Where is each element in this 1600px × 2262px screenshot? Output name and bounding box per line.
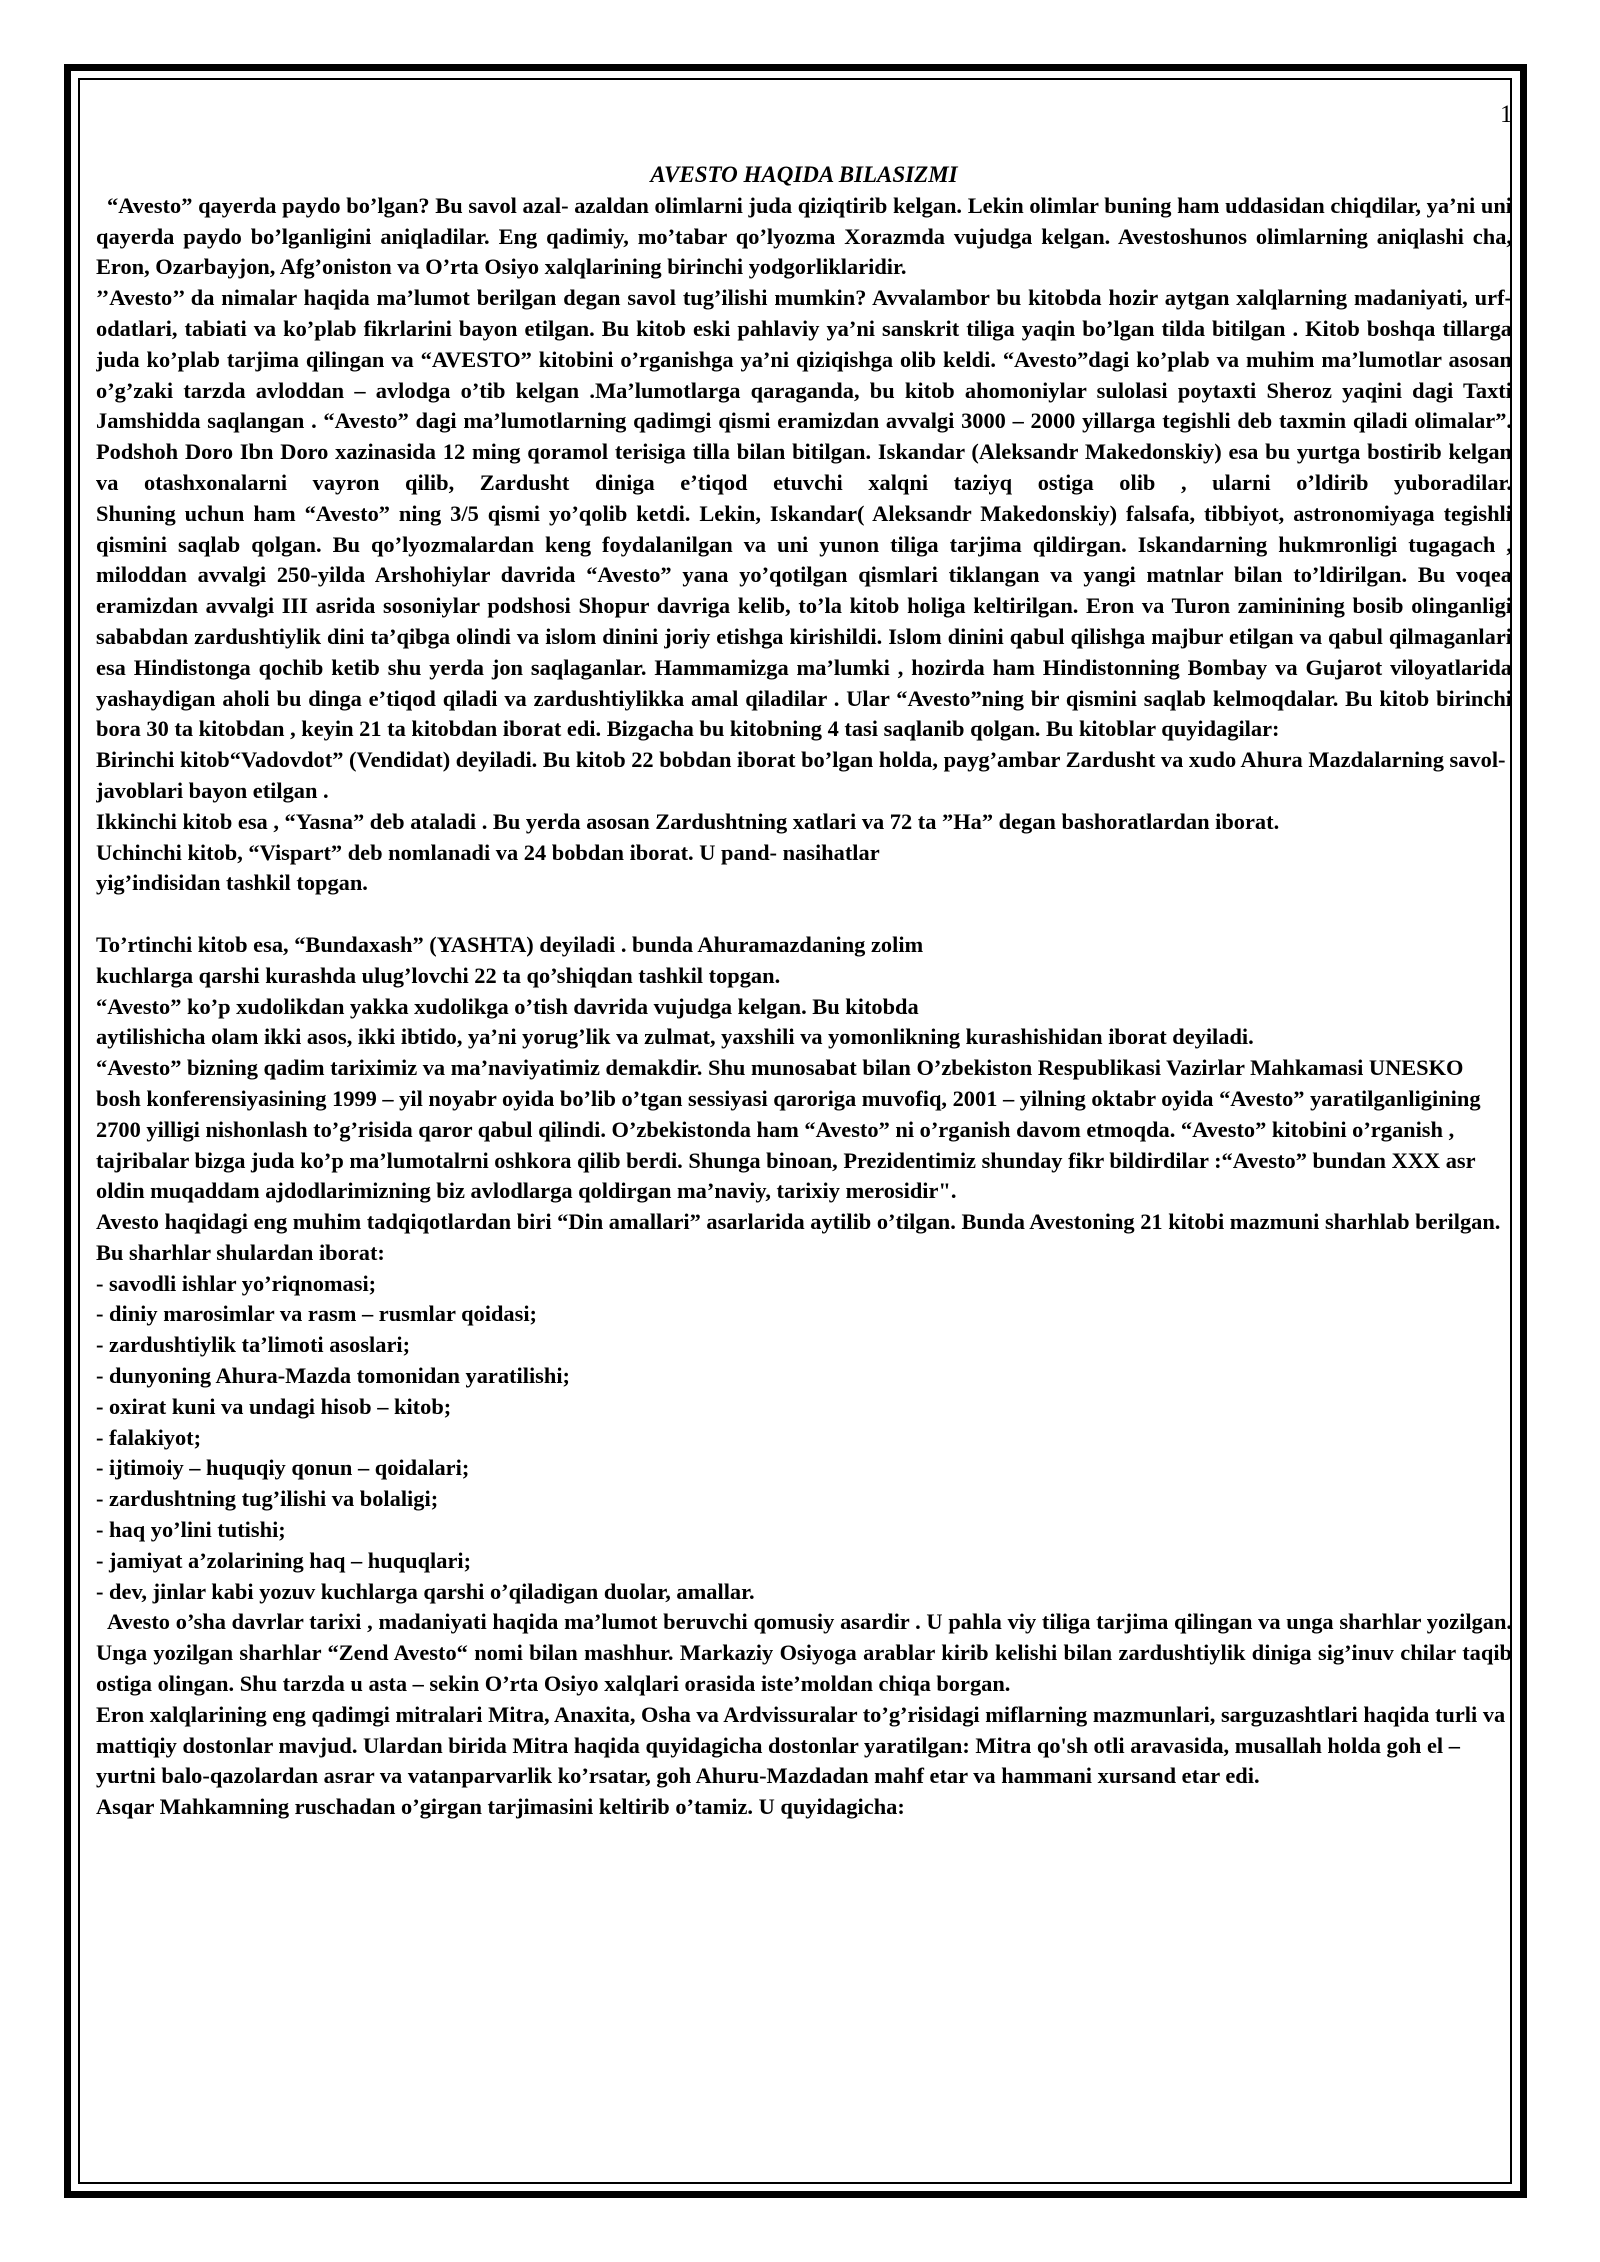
list-item: - haq yo’lini tutishi; (96, 1517, 286, 1543)
paragraph-translation: Asqar Mahkamning ruschadan o’girgan tarjimasini keltirib o’tamiz. U quyidagicha: (96, 1794, 905, 1820)
blank-line (96, 899, 1512, 930)
page-number: 1 (1500, 101, 1513, 128)
paragraph-book-one: Birinchi kitob“Vadovdot” (Vendidat) deyiladi. Bu kitob 22 bobdan iborat bo’lgan holda, payg’ambar Zardusht va xudo Ahura Mazdalarning savol- javoblari bayon etilgan . (96, 747, 1506, 803)
paragraph-book-four-line2: kuchlarga qarshi kurashda ulug’lovchi 22 ta qo’shiqdan tashkil topgan. (96, 962, 781, 988)
commentary-list (96, 1269, 1512, 1608)
paragraph-book-three-line2: yig’indisidan tashkil topgan. (96, 870, 368, 896)
list-item: - zardushtning tug’ilishi va bolaligi; (96, 1486, 439, 1512)
paragraph-heritage: “Avesto” bizning qadim tariximiz va ma’naviyatimiz demakdir. Shu munosabat bilan O’zbekiston Respublikasi Vazirlar Mahkamasi UNESKO bosh konferensiyasining 1999 – yil noyabr oyida bo’lib o’tgan sessiyasi qaroriga muvofiq, 2001 – yilning oktabr oyida “Avesto” yaratilganligining 2700 yilligi nishonlash to’g’risida qaror qabul qilindi. O’zbekistonda ham “Avesto” ni o’rganish davom etmoqda. “Avesto” kitobini o’rganish , tajribalar bizga juda ko’p ma’lumotalrni oshkora qilib berdi. Shunga binoan, Prezidentimiz shunday fikr bildirdilar :“Avesto” bundan XXX asr oldin muqaddam ajdodlarimizning biz avlodlarga qoldirgan ma’naviy, tarixiy merosidir". (96, 1055, 1481, 1204)
paragraph-research: Avesto haqidagi eng muhim tadqiqotlardan biri “Din amallari” asarlarida aytilib o’tilgan. Bunda Avestoning 21 kitobi mazmuni sharhlab berilgan. Bu sharhlar shulardan iborat: (96, 1209, 1501, 1265)
paragraph-history: Shuning uchun ham “Avesto” ning 3/5 qismi yo’qolib ketdi. Lekin, Iskandar( Aleksandr Makedonskiy) falsafa, tibbiyot, astronomiyaga tegishli qismini saqlab qolgan. Bu qo’lyozmalardan keng foydalanilgan va uni yunon tiliga tarjima qildirgan. Iskandarning hukmronligi tugagach , miloddan avvalgi 250-yilda Arshohiylar davrida “Avesto” yana yo’qotilgan qismlari tiklangan va yangi matnlar bilan to’ldirilgan. Bu voqea eramizdan avvalgi III asrida sosoniylar podshosi Shopur davriga kelib, to’la kitob holiga keltirilgan. Eron va Turon zaminining bosib olinganligi sababdan zardushtiylik dini ta’qibga olindi va islom dinini joriy etishga kirishildi. Islom dinini qabul qilishga majbur etilgan va qabul qilmaganlari esa Hindistonga qochib ketib shu yerda jon saqlaganlar. Hammamizga ma’lumki , hozirda ham Hindistonning Bombay va Gujarot viloyatlarida yashaydigan aholi bu dinga e’tiqod qiladi va zardushtiylikka amal qiladilar . Ular “Avesto”ning bir qismini saqlab kelmoqdalar. Bu kitob birinchi bora 30 ta kitobdan , keyin 21 ta kitobdan iborat edi. Bizgacha bu kitobning 4 tasi saqlanib qolgan. Bu kitoblar quyidagilar: (96, 500, 1512, 742)
paragraph-monotheism-line1: “Avesto” ko’p xudolikdan yakka xudolikga o’tish davrida vujudga kelgan. Bu kitobda (96, 993, 919, 1019)
paragraph-origin: “Avesto” qayerda paydo bo’lgan? Bu savol azal- azaldan olimlarni juda qiziqtirib kelgan. Lekin olimlar buning ham uddasidan chiqdilar, ya’ni uni qayerda paydo bo’lganligini aniqladilar. Eng qadimiy, mo’tabar qo’lyozma Xorazmda vujudga kelgan. Avestoshunos olimlarning aniqlashi cha, Eron, Ozarbayjon, Afg’oniston va O’rta Osiyo xalqlarining birinchi yodgorliklaridir. (96, 192, 1512, 280)
paragraph-book-four-line1: To’rtinchi kitob esa, “Bundaxash” (YASHTA) deyiladi . bunda Ahuramazdaning zolim (96, 931, 924, 957)
list-item: - zardushtiylik ta’limoti asoslari; (96, 1332, 411, 1358)
list-item: - diniy marosimlar va rasm – rusmlar qoidasi; (96, 1301, 537, 1327)
list-item: - falakiyot; (96, 1424, 202, 1450)
list-item: - savodli ishlar yo’riqnomasi; (96, 1270, 377, 1296)
list-item: - jamiyat a’zolarining haq – huquqlari; (96, 1547, 472, 1573)
paragraph-book-two: Ikkinchi kitob esa , “Yasna” deb ataladi . Bu yerda asosan Zardushtning xatlari va 72 ta ”Ha” degan bashoratlardan iborat. (96, 808, 1280, 834)
paragraph-monotheism-line2: aytilishicha olam ikki asos, ikki ibtido, ya’ni yorug’lik va zulmat, yaxshili va yomonlikning kurashishidan iborat deyiladi. (96, 1024, 1254, 1050)
list-item: - dunyoning Ahura-Mazda tomonidan yaratilishi; (96, 1363, 571, 1389)
paragraph-book-three-line1: Uchinchi kitob, “Vispart” deb nomlanadi va 24 bobdan iborat. U pand- nasihatlar (96, 839, 880, 865)
list-item: - dev, jinlar kabi yozuv kuchlarga qarshi o’qiladigan duolar, amallar. (96, 1578, 755, 1604)
paragraph-contents: ’’Avesto’’ da nimalar haqida ma’lumot berilgan degan savol tug’ilishi mumkin? Avvalambor bu kitobda hozir aytgan xalqlarning madaniyati, urf-odatlari, tabiati va ko’plab fikrlarini bayon etilgan. Bu kitob eski pahlaviy ya’ni sanskrit tiliga yaqin bo’lgan tilda bitilgan . Kitob boshqa tillarga juda ko’plab tarjima qilingan va “AVESTO” kitobini o’rganishga ya’ni qiziqishga olib keldi. “Avesto”dagi ko’plab va muhim ma’lumotlar asosan o’g’zaki tarzda avloddan – avlodga o’tib kelgan .Ma’lumotlarga qaraganda, bu kitob ahomoniylar sulolasi poytaxti Sheroz yaqini dagi Taxti Jamshidda saqlangan . “Avesto” dagi ma’lumotlarning qadimgi qismi eramizdan avvalgi 3000 – 2000 yillarga tegishli deb taxmin qiladi olimalar”. Podshoh Doro Ibn Doro xazinasida 12 ming qoramol terisiga tilla bilan bitilgan. Iskandar (Aleksandr Makedonskiy) esa bu yurtga bostirib kelgan va otashxonalarni vayron qilib, Zardusht diniga e’tiqod etuvchi xalqni taziyq ostiga olib , ularni o’ldirib yuboradilar. (96, 285, 1512, 495)
list-item: - ijtimoiy – huquqiy qonun – qoidalari; (96, 1455, 470, 1481)
paragraph-myths: Eron xalqlarining eng qadimgi mitralari Mitra, Anaxita, Osha va Ardvissuralar to’g’risidagi miflarning mazmunlari, sarguzashtlari haqida turli va mattiqiy dostonlar mavjud. Ulardan birida Mitra haqida quyidagicha dostonlar yaratilgan: Mitra qo'sh otli aravasida, musallah holda goh el –yurtni balo-qazolardan asrar va vatanparvarlik ko’rsatar, goh Ahuru-Mazdadan mahf etar va hammani xursand etar edi. (96, 1701, 1506, 1789)
list-item: - oxirat kuni va undagi hisob – kitob; (96, 1393, 452, 1419)
document-body (96, 160, 1512, 2170)
document-title: AVESTO HAQIDA BILASIZMI (650, 162, 958, 187)
paragraph-encyclopedia: Avesto o’sha davrlar tarixi , madaniyati haqida ma’lumot beruvchi qomusiy asardir . U pahla viy tiliga tarjima qilingan va unga sharhlar yozilgan. Unga yozilgan sharhlar “Zend Avesto“ nomi bilan mashhur. Markaziy Osiyoga arablar kirib kelishi bilan zardushtiylik diniga sig’inuv chilar taqib ostiga olingan. Shu tarzda u asta – sekin O’rta Osiyo xalqlari orasida iste’moldan chiqa borgan. (96, 1609, 1512, 1697)
